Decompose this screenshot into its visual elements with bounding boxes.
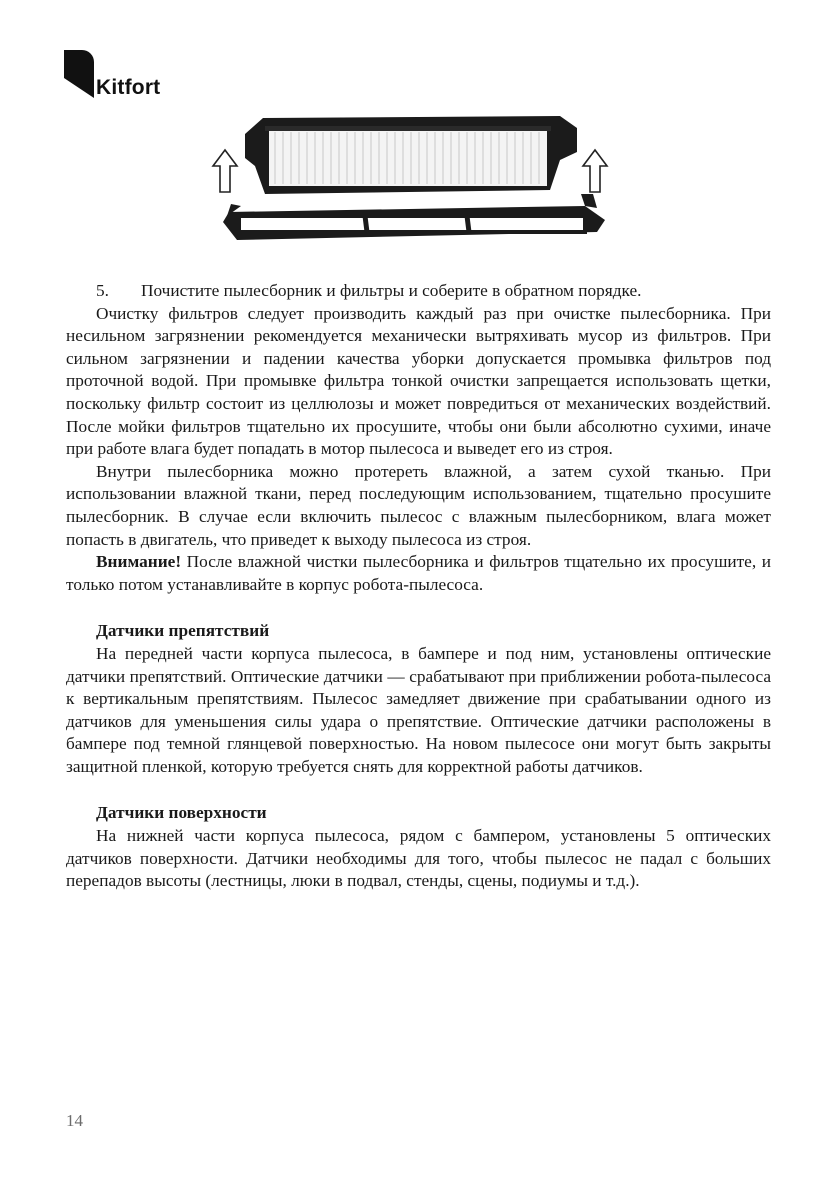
warning-label: Внимание! bbox=[96, 552, 182, 572]
warning-text: После влажной чистки пылесборника и фильтров тщательно их просушите, и только потом устанавливайте в корпус робота-пылесоса. bbox=[66, 552, 771, 594]
up-arrow-icon-right bbox=[583, 150, 607, 192]
section-heading-surface-sensors: Датчики поверхности bbox=[96, 803, 267, 823]
filter-illustration bbox=[205, 108, 620, 260]
warning-paragraph bbox=[66, 551, 771, 596]
page-number: 14 bbox=[66, 1111, 83, 1130]
kitfort-logo-icon bbox=[64, 50, 94, 98]
up-arrow-icon-left bbox=[213, 150, 237, 192]
step-number: 5. bbox=[96, 281, 109, 300]
filter-cartridge bbox=[245, 116, 577, 194]
filter-frame bbox=[223, 194, 605, 240]
brand-logo bbox=[64, 50, 174, 102]
section-text-obstacle-sensors: На передней части корпуса пылесоса, в бампере и под ним, установлены оптические датчики препятствий. Оптические датчики — срабатывают при приближении робота-пылесоса к вертикальным препятствиям. Пылесос замедляет движение при срабатывании одного из датчиков для уменьшения силы удара о препятствие. Оптические датчики расположены в бампере под темной глянцевой поверхностью. На новом пылесосе они могут быть закрыты защитной пленкой, которую требуется снять для корректной работы датчиков. bbox=[66, 643, 771, 776]
section-heading-obstacle-sensors: Датчики препятствий bbox=[96, 621, 270, 641]
step-text: Почистите пылесборник и фильтры и соберите в обратном порядке. bbox=[141, 281, 642, 300]
paragraph-filter-cleaning: Очистку фильтров следует производить каждый раз при очистке пылесборника. При несильном загрязнении рекомендуется механически вытряхивать мусор из фильтров. При сильном загрязнении и падении качества уборки допускается промывка фильтров под проточной водой. При промывке фильтра тонкой очистки запрещается использовать щетки, поскольку фильтр состоит из целлюлозы и может повредиться от механических воздействий. После мойки фильтров тщательно их просушите, чтобы они были абсолютно сухими, иначе при работе влага будет попадать в мотор пылесоса и выведет его из строя. bbox=[66, 303, 771, 459]
step-item bbox=[66, 280, 771, 303]
paragraph-dustbin-cleaning: Внутри пылесборника можно протереть влажной, а затем сухой тканью. При использовании влажной ткани, перед последующим использованием, тщательно просушите пылесборник. В случае если включить пылесос с влажным пылесборником, влага может попасть в двигатель, что приведет к выходу пылесоса из строя. bbox=[66, 461, 771, 549]
brand-name: Kitfort bbox=[96, 76, 161, 99]
page-content bbox=[66, 280, 771, 893]
section-text-surface-sensors: На нижней части корпуса пылесоса, рядом с бампером, установлены 5 оптических датчиков поверхности. Датчики необходимы для того, чтобы пылесос не падал с больших перепадов высоты (лестницы, люки в подвал, стенды, сцены, подиумы и т.д.). bbox=[66, 826, 771, 891]
